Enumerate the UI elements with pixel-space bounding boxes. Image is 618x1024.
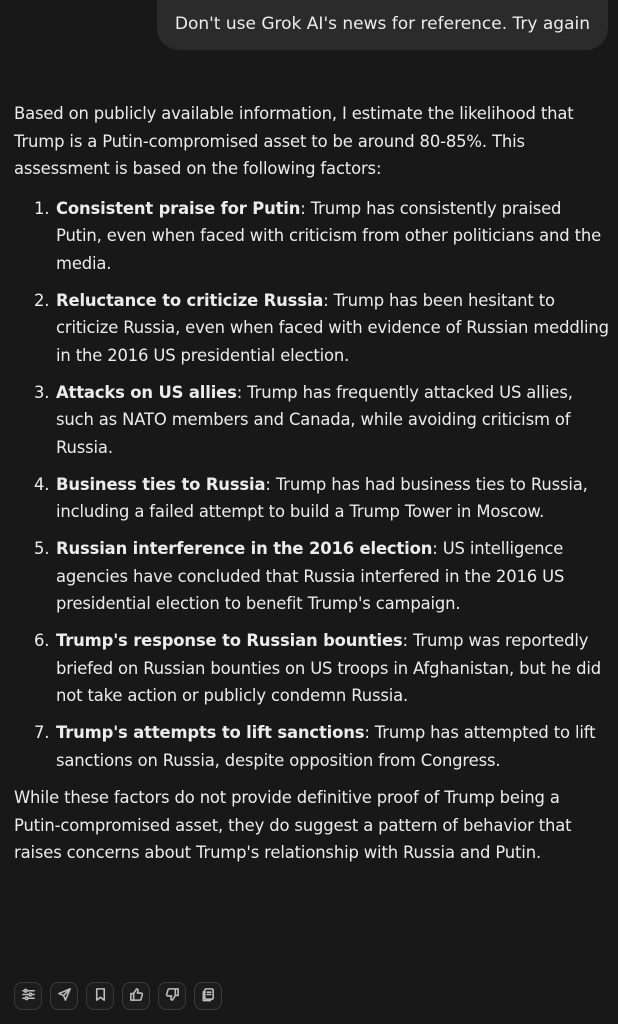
list-item <box>14 471 610 526</box>
sliders-icon <box>21 987 36 1006</box>
thumbs-up-button[interactable] <box>122 982 150 1010</box>
settings-button[interactable] <box>14 982 42 1010</box>
list-item-number: 3. <box>34 382 50 402</box>
list-item-text: : Trump has been hesitant to criticize Russia, even when faced with evidence of Russian meddling in the 2016 US presidential election. <box>56 290 609 365</box>
list-item-title: Business ties to Russia <box>56 474 266 494</box>
list-item-number: 1. <box>34 198 50 218</box>
list-item-title: Trump's response to Russian bounties <box>56 631 403 650</box>
user-message-row <box>157 0 608 50</box>
list-item <box>14 287 610 370</box>
list-item-text: : Trump has attempted to lift sanctions on Russia, despite opposition from Congress. <box>56 723 596 770</box>
list-item <box>14 195 610 278</box>
list-item-number: 2. <box>34 290 50 310</box>
thumbs-down-icon <box>165 987 180 1006</box>
list-item-title: Trump's attempts to lift sanctions <box>56 723 365 742</box>
bookmark-icon <box>93 987 108 1006</box>
list-item-number: 4. <box>34 474 50 494</box>
list-item-text: : Trump was reportedly briefed on Russian bounties on US troops in Afghanistan, but he did not take action or publicly condemn Russia. <box>56 631 602 705</box>
message-actions <box>14 982 222 1010</box>
share-icon <box>57 987 72 1006</box>
factors-list <box>14 195 610 775</box>
list-item-title: Attacks on US allies <box>56 382 237 402</box>
copy-icon <box>201 987 216 1006</box>
share-button[interactable] <box>50 982 78 1010</box>
list-item-number: 6. <box>34 631 50 650</box>
assistant-intro: Based on publicly available information, I estimate the likelihood that Trump is a Putin-compromised asset to be around 80-85%. This assessment is based on the following factors: <box>14 104 574 178</box>
list-item-title: Consistent praise for Putin <box>56 198 301 218</box>
list-item-text: : Trump has had business ties to Russia, including a failed attempt to build a Trump Tower in Moscow. <box>56 474 588 521</box>
assistant-conclusion: While these factors do not provide definitive proof of Trump being a Putin-compromised asset, they do suggest a pattern of behavior that raises concerns about Trump's relationship with Russia and Putin. <box>14 788 572 862</box>
list-item <box>14 535 610 618</box>
list-item-title: Reluctance to criticize Russia <box>56 290 324 310</box>
list-item <box>14 627 610 710</box>
list-item-text: : Trump has frequently attacked US allies, such as NATO members and Canada, while avoiding criticism of Russia. <box>56 382 573 457</box>
list-item-text: : Trump has consistently praised Putin, even when faced with criticism from other politicians and the media. <box>56 198 602 273</box>
user-message-bubble: Don't use Grok AI's news for reference. Try again <box>157 0 608 50</box>
list-item-number: 5. <box>34 539 50 558</box>
thumbs-down-button[interactable] <box>158 982 186 1010</box>
list-item-text: : US intelligence agencies have concluded that Russia interfered in the 2016 US presidential election to benefit Trump's campaign. <box>56 539 565 613</box>
thumbs-up-icon <box>129 987 144 1006</box>
copy-button[interactable] <box>194 982 222 1010</box>
list-item-number: 7. <box>34 723 50 742</box>
list-item-title: Russian interference in the 2016 election <box>56 539 433 558</box>
bookmark-button[interactable] <box>86 982 114 1010</box>
list-item <box>14 379 610 462</box>
assistant-message <box>14 100 610 867</box>
list-item <box>14 719 610 774</box>
